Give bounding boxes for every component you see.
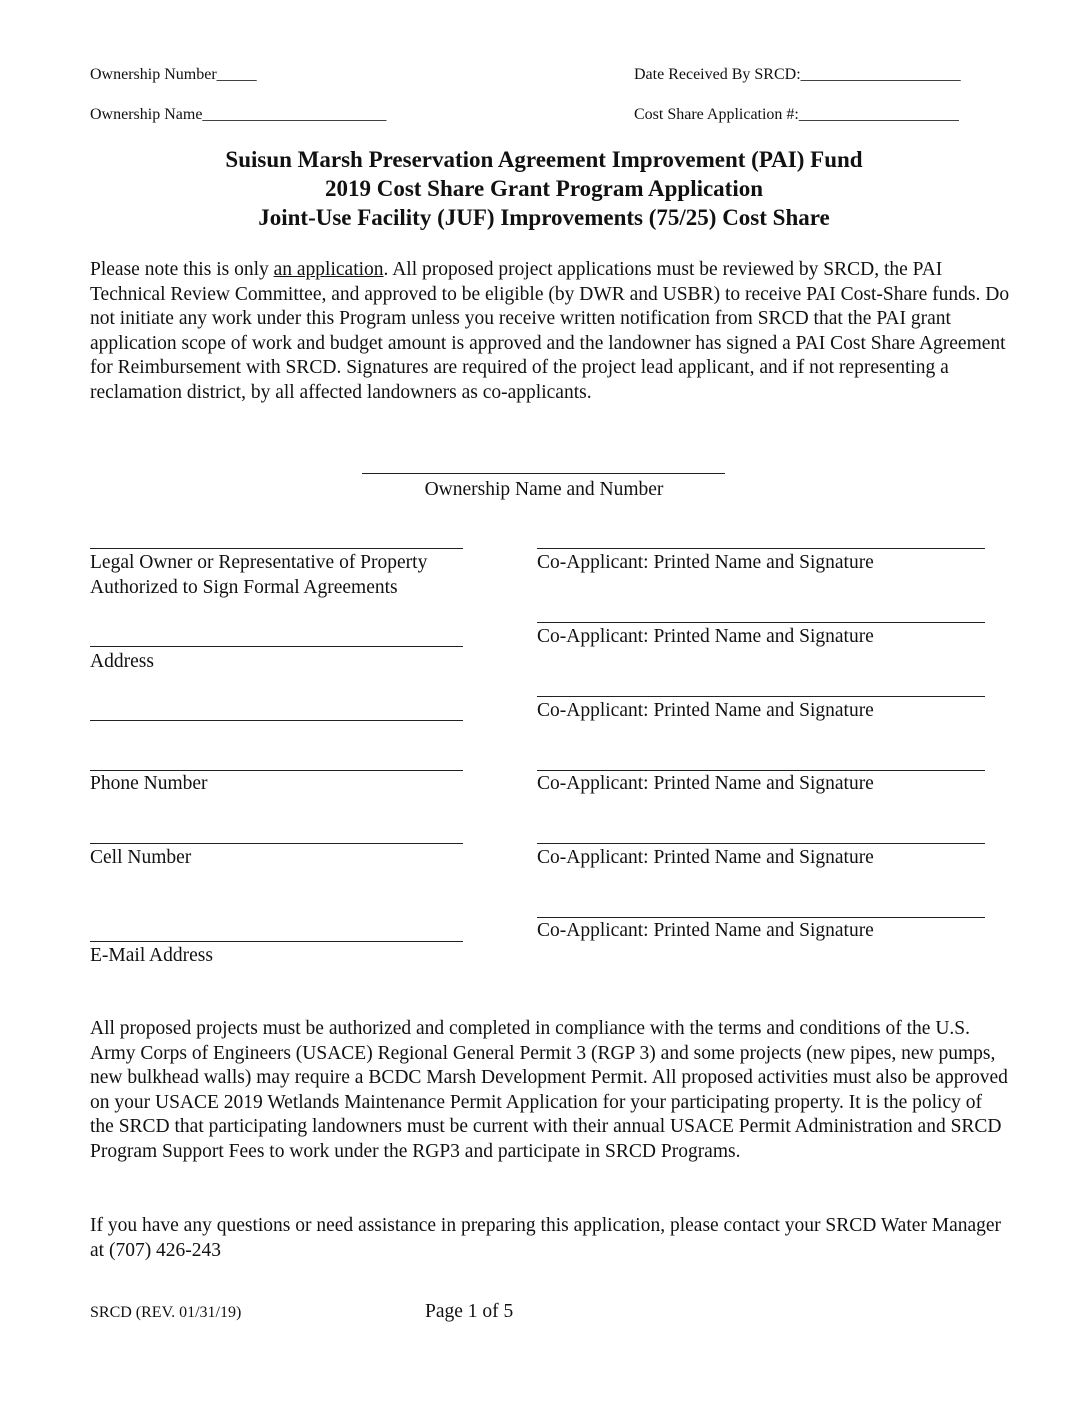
phone-label: Phone Number — [90, 773, 208, 794]
intro-text-rest: . All proposed project applications must be reviewed by SRCD, the PAI Technical Review Committee, and approved to be eligible (by DWR and USBR) to receive PAI Cost-Share funds. Do not initiate any work under this Program unless you receive written notification from SRCD that the PAI grant application scope of work and budget amount is approved and the landowner has signed a PAI Cost Share Agreement for Reimbursement with SRCD. Signatures are required of the project lead applicant, and if not representing a reclamation district, by all affected landowners as co-applicants. — [90, 259, 1010, 403]
ownership-name-number-label: Ownership Name and Number — [424, 479, 664, 500]
address-line — [90, 646, 463, 647]
cell-label: Cell Number — [90, 847, 192, 868]
page-number: Page 1 of 5 — [425, 1301, 514, 1322]
intro-paragraph — [90, 258, 1010, 406]
revision-label: SRCD (REV. 01/31/19) — [90, 1304, 242, 1321]
co-applicant-label-4: Co-Applicant: Printed Name and Signature — [537, 773, 874, 794]
co-applicant-label-6: Co-Applicant: Printed Name and Signature — [537, 920, 874, 941]
intro-text-start: Please note this is only — [90, 259, 274, 280]
co-applicant-line-4 — [537, 770, 985, 771]
co-applicant-line-2 — [537, 622, 985, 623]
title-line-2: 2019 Cost Share Grant Program Application — [324, 176, 764, 201]
co-applicant-label-3: Co-Applicant: Printed Name and Signature — [537, 700, 874, 721]
ownership-signature-line — [362, 473, 725, 474]
title-line-1: Suisun Marsh Preservation Agreement Improvement (PAI) Fund — [225, 147, 863, 172]
phone-line — [90, 770, 463, 771]
legal-owner-label-2: Authorized to Sign Formal Agreements — [90, 577, 398, 598]
ownership-number-field: Ownership Number_____ — [90, 66, 257, 83]
co-applicant-line-6 — [537, 917, 985, 918]
address-label: Address — [90, 651, 154, 672]
compliance-paragraph: All proposed projects must be authorized and completed in compliance with the terms and conditions of the U.S. Army Corps of Engineers (USACE) Regional General Permit 3 (RGP 3) and some projects (new pipes, new pumps, new bulkhead walls) may require a BCDC Marsh Development Permit. All proposed activities must also be approved on your USACE 2019 Wetlands Maintenance Permit Application for your participating property. It is the policy of the SRCD that participating landowners must be current with their annual USACE Permit Administration and SRCD Program Support Fees to work under the RGP3 and participate in SRCD Programs. — [90, 1018, 1008, 1162]
title-line-3: Joint-Use Facility (JUF) Improvements (75/25) Cost Share — [258, 205, 830, 230]
legal-owner-label-1: Legal Owner or Representative of Property — [90, 552, 428, 573]
co-applicant-line-5 — [537, 843, 985, 844]
legal-owner-line — [90, 548, 463, 549]
co-applicant-line-3 — [537, 696, 985, 697]
contact-paragraph: If you have any questions or need assistance in preparing this application, please contact your SRCD Water Manager at (707) 426-243 — [90, 1215, 1002, 1261]
email-line — [90, 941, 463, 942]
application-number-field: Cost Share Application #:____________________ — [634, 106, 959, 123]
co-applicant-line-1 — [537, 548, 985, 549]
co-applicant-label-1: Co-Applicant: Printed Name and Signature — [537, 552, 874, 573]
co-applicant-label-5: Co-Applicant: Printed Name and Signature — [537, 847, 874, 868]
address-line-2 — [90, 720, 463, 721]
ownership-name-field: Ownership Name_______________________ — [90, 106, 387, 123]
email-label: E-Mail Address — [90, 945, 213, 966]
date-received-field: Date Received By SRCD:____________________ — [634, 66, 961, 83]
cell-line — [90, 843, 463, 844]
co-applicant-label-2: Co-Applicant: Printed Name and Signature — [537, 626, 874, 647]
intro-underlined-text: an application — [273, 259, 384, 280]
